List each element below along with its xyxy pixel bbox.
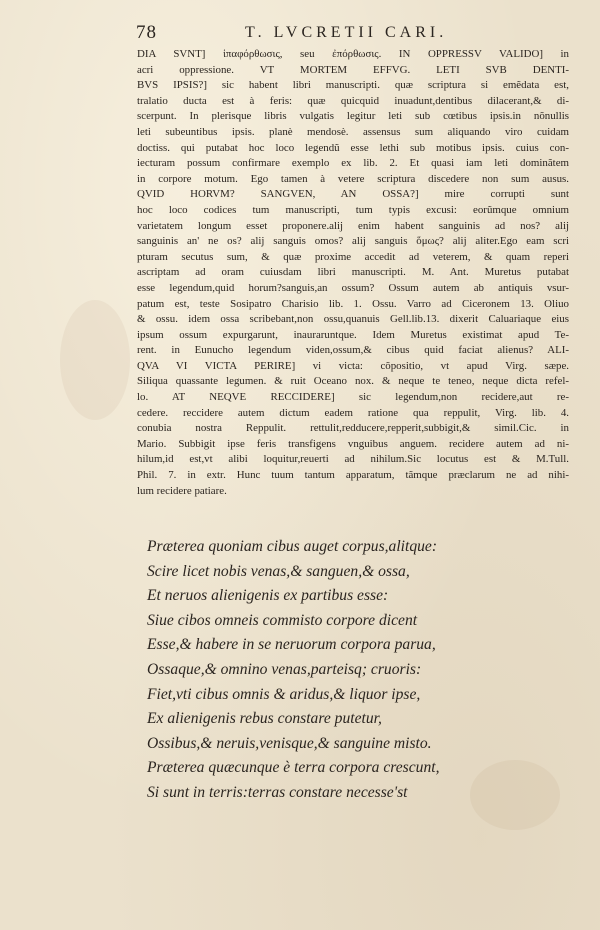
verse-block [147, 535, 507, 806]
verse-line: Præterea quoniam cibus auget corpus,alitque: [147, 538, 438, 555]
commentary-line: & ossu. idem ossa scribebant,non ossu,quanuis Gell.lib.13. dixerit Caluariaque eius [137, 313, 569, 326]
commentary-line: pturam secutus sum, & quæ proxime accedit ad veterem, & quam reperi [137, 250, 569, 263]
verse-line: Ossaque,& omnino venas,parteisq; cruoris: [147, 660, 422, 678]
commentary-line: in corpore motum. Ego tamen à vetere scriptura discedere non sum ausus. [137, 172, 569, 185]
commentary-line: acri oppressione. VT MORTEM EFFVG. LETI SVB DENTI- [137, 63, 569, 76]
commentary-line: lum recidere patiare. [137, 484, 227, 497]
verse-line: Et neruos alienigenis ex partibus esse: [147, 587, 389, 605]
commentary-line: ascriptam ad oram cuiusdam libri manuscripti. M. Ant. Muretus putabat [137, 266, 569, 279]
commentary-line: sanguinis an' ne os? alij sanguis omos? alij sanguis ὅμως? alij aliter.Ego eam scri [137, 235, 569, 248]
verse-line: Si sunt in terris:terras constare necesse'st [147, 783, 408, 801]
commentary-line: QVA VI VICTA PERIRE] vi victa: cõpositio, vt apud Virg. sæpe. [137, 359, 569, 372]
commentary-line: Phil. 7. in extr. Hunc tuum tantum apparatum, tãmque præclarum ne ad nihi- [137, 469, 569, 482]
commentary-line: iecturam possum confirmare exemplo ex lib. 2. Et quasi iam leti dominãtem [137, 157, 569, 170]
commentary-line: Siliqua quassante legumen. & ruit Oceano nox. & neque te teneo, neque dicta refel- [137, 375, 569, 388]
commentary-line: DIA SVNT] ἱπαφόρθωσις, seu ἐπόρθωσις. IN OPPRESSV VALIDO] in [137, 48, 569, 60]
commentary-line: BVS IPSIS?] sic habent libri manuscripti. quæ scriptura si emẽdata est, [137, 79, 569, 92]
commentary-line: scerpunt. In plerisque libris vulgatis legitur leti sub cœtibus ipsis.in nõnullis [137, 110, 569, 123]
commentary-block [137, 47, 569, 499]
commentary-line: esse legendum,quid horum?sanguis,an ossum? Ossum autem ab antiquis vsur- [137, 281, 569, 294]
commentary-line: QVID HORVM? SANGVEN, AN OSSA?] mire corrupti sunt [137, 188, 569, 201]
commentary-line: ipsum ossum expurgarunt, inauraruntque. Idem Muretus existimat apud Te- [137, 328, 569, 341]
verse-line: Fiet,vti cibus omnis & aridus,& liquor ipse, [147, 685, 421, 703]
verse-line: Esse,& habere in se neruorum corpora parua, [147, 636, 436, 654]
verse-line: Præterea quæcunque è terra corpora crescunt, [147, 759, 440, 777]
paper-stain [60, 300, 130, 420]
commentary-line: doctiss. qui putabat hoc loco legendũ esse lethi sub motibus ipsis. cuius con- [137, 141, 569, 154]
commentary-line: Mario. Subbigit ipse feris transfigens vnguibus anguem. recidere autem ad ni- [137, 437, 569, 450]
commentary-line: tralatio ducta est à feris: quæ quicquid inuadunt,dentibus dilacerant,& di- [137, 94, 569, 107]
commentary-line: cedere. reccidere autem dictum eadem ratione qua reppulit, Virg. lib. 4. [137, 406, 569, 419]
commentary-line: lo. AT NEQVE RECCIDERE] sic legendum,non recidere,aut re- [137, 391, 569, 404]
verse-line: Ex alienigenis rebus constare putetur, [147, 710, 382, 728]
commentary-line: hoc loco codices tum manuscripti, tum typis excusi: eorũmque omnium [137, 203, 569, 216]
commentary-line: patum est, teste Sosipatro Charisio lib. 1. Ossu. Varro ad Ciceronem 13. Oliuo [137, 297, 569, 310]
commentary-line: rent. in Eunucho legendum viden,ossum,& cibus quid faciat alienus? ALI- [137, 344, 569, 357]
commentary-line: conubia nostra Reppulit. rettulit,redducere,repperit,subbigit,& simil.Cic. in [137, 422, 569, 435]
verse-line: Siue cibos omneis commisto corpore dicent [147, 611, 418, 629]
verse-line: Ossibus,& neruis,venisque,& sanguine misto. [147, 734, 432, 752]
commentary-line: leti subeuntibus ipsis. planè mendosè. assensus sum aliquando viro cuidam [137, 125, 569, 138]
commentary-line: hilum,id est,vt alibi loquitur,reuerti ad nihilum.Sic locutus est & M.Tull. [137, 453, 569, 466]
running-head: T. LVCRETII CARI. [245, 24, 448, 41]
page-number: 78 [136, 22, 157, 43]
verse-line: Scire licet nobis venas,& sanguen,& ossa, [147, 562, 410, 580]
commentary-line: varietatem longum esset proponere.alij enim habent sanguinis ad nos? alij [137, 219, 569, 232]
